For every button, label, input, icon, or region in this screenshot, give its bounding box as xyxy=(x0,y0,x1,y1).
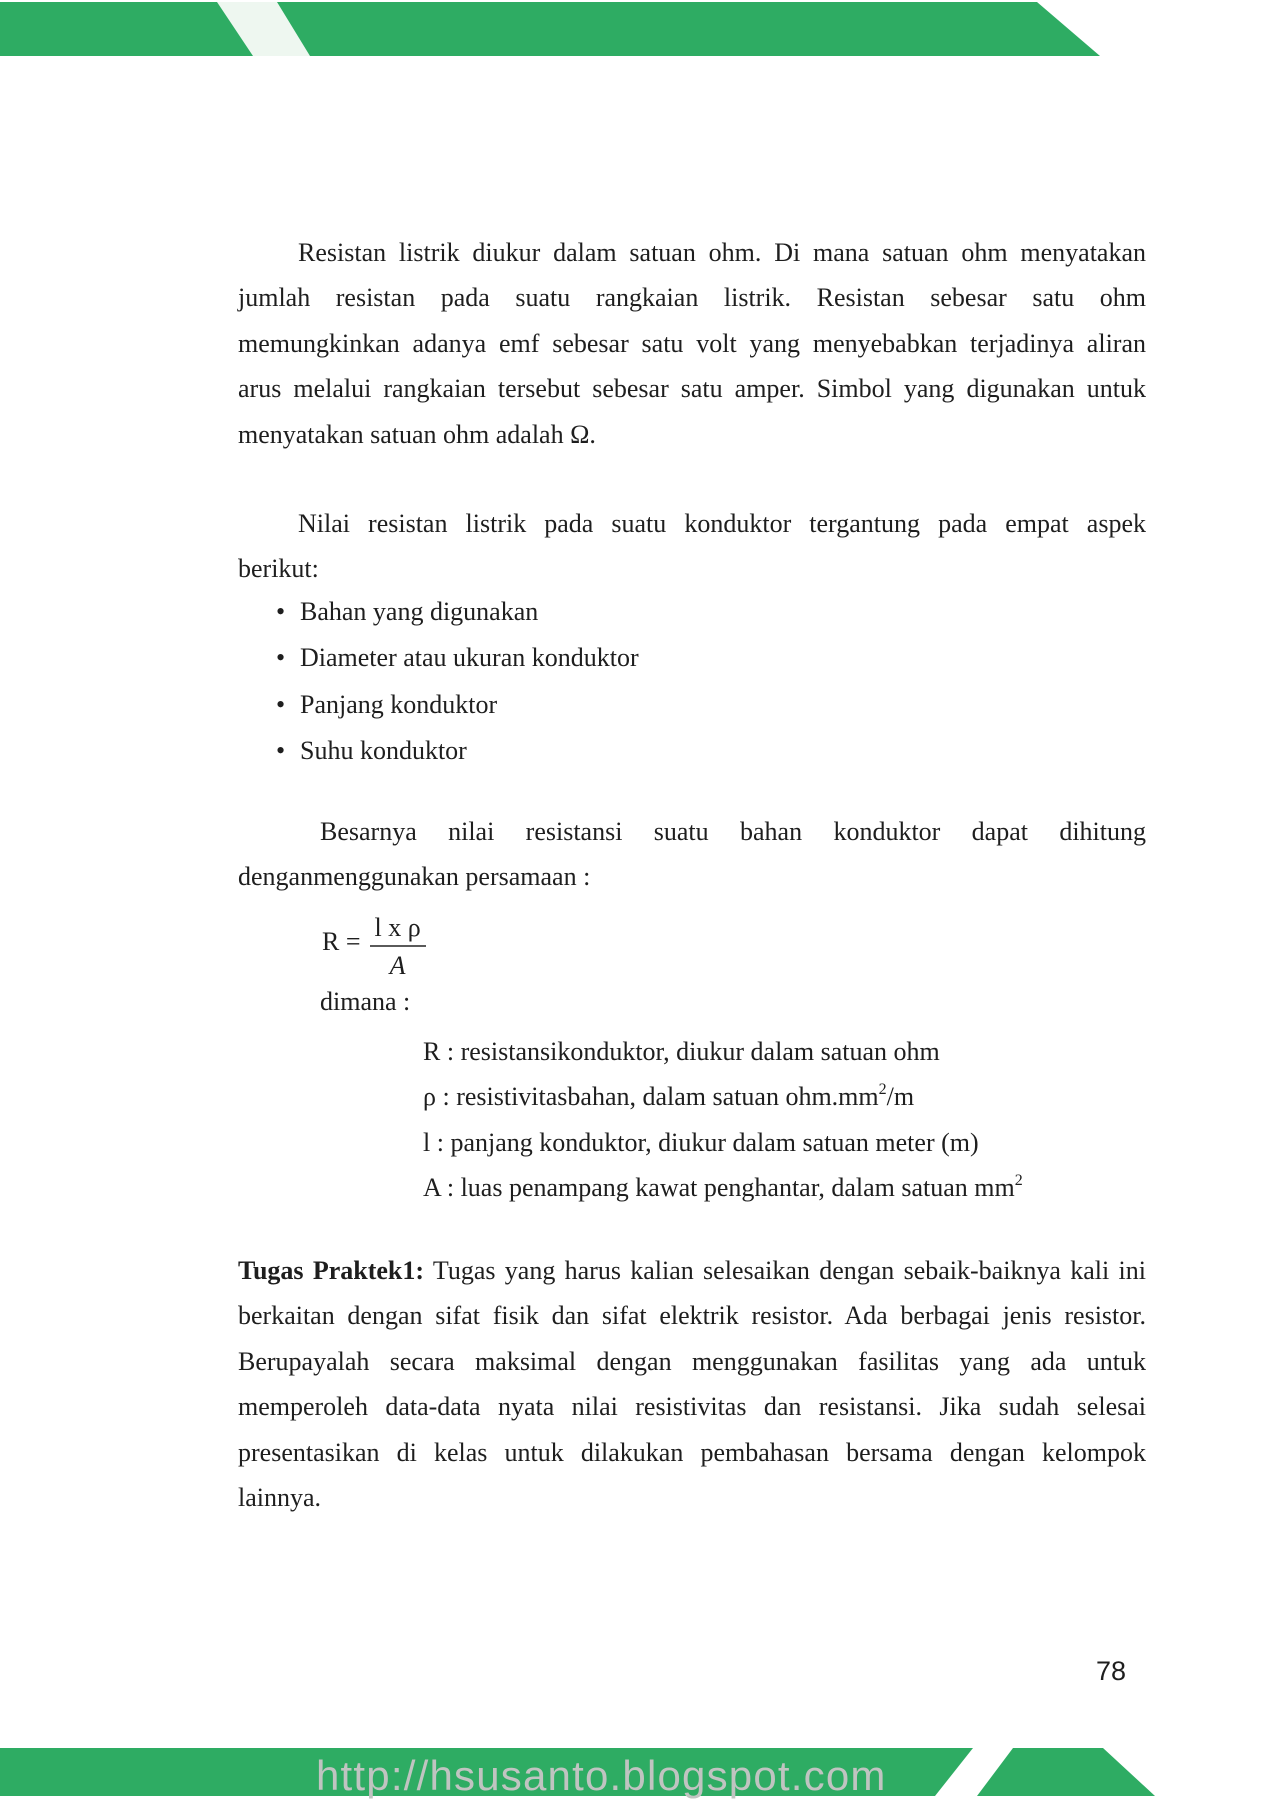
text-line: memperoleh data-data nyata nilai resistivitas dan resistansi. Jika sudah selesai xyxy=(238,1392,1146,1422)
list-item xyxy=(238,682,1146,728)
tugas-line-rest: Tugas yang harus kalian selesaikan dengan sebaik-baiknya kali ini xyxy=(424,1256,1146,1285)
formula-numerator: l x ρ xyxy=(370,911,426,947)
superscript-2: 2 xyxy=(878,1080,887,1098)
definition-rho-text: ρ : resistivitasbahan, dalam satuan ohm.mm xyxy=(423,1082,879,1112)
text-line: berikut: xyxy=(238,554,319,584)
paragraph-resistan xyxy=(238,230,1146,457)
text-line: memungkinkan adanya emf sebesar satu volt yang menyebabkan terjadinya aliran xyxy=(238,328,1146,358)
superscript-2: 2 xyxy=(1014,1171,1023,1189)
text-line: arus melalui rangkaian tersebut sebesar satu amper. Simbol yang digunakan untuk xyxy=(238,374,1146,404)
formula-denominator: A xyxy=(389,951,406,980)
formula-lhs: R = xyxy=(322,927,361,956)
list-item xyxy=(238,728,1146,774)
text-line: Nilai resistan listrik pada suatu konduktor tergantung pada empat aspek xyxy=(298,509,1146,538)
resistance-formula xyxy=(322,911,426,985)
text-line: presentasikan di kelas untuk dilakukan pembahasan bersama dengan kelompok xyxy=(238,1437,1146,1467)
list-item xyxy=(238,589,1146,635)
definition-l: l : panjang konduktor, diukur dalam satuan meter (m) xyxy=(423,1127,979,1157)
list-item xyxy=(238,635,1146,681)
list-item-label: Suhu konduktor xyxy=(300,735,467,765)
aspek-bullet-list xyxy=(238,589,1146,774)
watermark-url: http://hsusanto.blogspot.com xyxy=(316,1752,887,1799)
text-line: Berupayalah secara maksimal dengan menggunakan fasilitas yang ada untuk xyxy=(238,1346,1146,1376)
page-number: 78 xyxy=(1096,1656,1127,1686)
text-line: berkaitan dengan sifat fisik dan sifat elektrik resistor. Ada berbagai jenis resistor. xyxy=(238,1301,1146,1331)
bullet-icon: • xyxy=(276,735,286,765)
text-line: Besarnya nilai resistansi suatu bahan konduktor dapat dihitung xyxy=(320,817,1146,846)
text-line: Resistan listrik diukur dalam satuan ohm. Di mana satuan ohm menyatakan xyxy=(298,238,1146,267)
top-band-green xyxy=(0,2,1100,56)
list-item-label: Panjang konduktor xyxy=(300,689,498,719)
dimana-label: dimana : xyxy=(320,987,411,1016)
list-item-label: Diameter atau ukuran konduktor xyxy=(300,643,639,673)
paragraph-nilai-resistan xyxy=(238,501,1146,592)
definition-rho-unit: /m xyxy=(886,1082,915,1112)
text-line: denganmenggunakan persamaan : xyxy=(238,862,591,892)
paragraph-besarnya xyxy=(238,809,1146,900)
text-line xyxy=(238,1248,1146,1293)
definition-rho xyxy=(423,1074,1146,1119)
symbol-definitions xyxy=(238,1029,1146,1211)
paragraph-tugas-praktek xyxy=(238,1248,1146,1520)
tugas-praktek-label: Tugas Praktek1: xyxy=(238,1256,425,1285)
definition-a xyxy=(423,1165,1146,1210)
text-line: lainnya. xyxy=(238,1482,322,1512)
list-item-label: Bahan yang digunakan xyxy=(300,597,539,626)
dimana-label-row xyxy=(238,979,1146,1024)
text-line: menyatakan satuan ohm adalah Ω. xyxy=(238,419,596,449)
definition-r: R : resistansikonduktor, diukur dalam satuan ohm xyxy=(423,1037,940,1066)
bullet-icon: • xyxy=(276,597,286,626)
bottom-band-green-right xyxy=(977,1748,1155,1796)
bullet-icon: • xyxy=(276,643,286,673)
text-line: jumlah resistan pada suatu rangkaian listrik. Resistan sebesar satu ohm xyxy=(238,283,1146,313)
formula-fraction xyxy=(370,911,426,985)
top-band xyxy=(0,0,1272,56)
bullet-icon: • xyxy=(276,689,286,719)
definition-a-text: A : luas penampang kawat penghantar, dalam satuan mm xyxy=(423,1173,1015,1203)
